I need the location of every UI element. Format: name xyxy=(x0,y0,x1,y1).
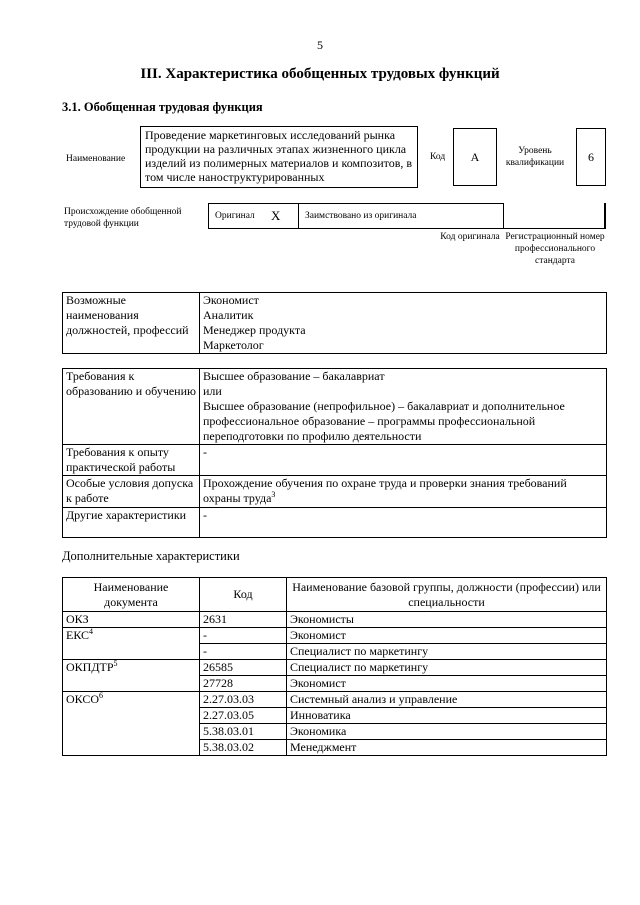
name-value: Проведение маркетинговых исследований рынка продукции на различных этапах жизненного цикла изделий из полимерных материалов и композитов, в том числе наноструктурированных xyxy=(140,126,418,188)
code-value: A xyxy=(453,128,497,186)
footnote-ref: 5 xyxy=(113,659,118,668)
name-cell: Инноватика xyxy=(287,708,607,724)
footnote-ref: 4 xyxy=(89,627,94,636)
req-education-value xyxy=(200,369,607,445)
req-line: или xyxy=(203,384,222,398)
req-other-label: Другие характеристики xyxy=(63,508,200,538)
name-cell: Специалист по маркетингу xyxy=(287,644,607,660)
req-admission-text: Прохождение обучения по охране труда и проверки знания требований охраны труда xyxy=(203,476,567,505)
code-cell: 2.27.03.03 xyxy=(200,692,287,708)
doc-cell xyxy=(63,660,200,692)
footnote-ref: 6 xyxy=(99,691,104,700)
doc-name: ОКПДТР xyxy=(66,660,114,674)
borrowed-label: Заимствовано из оригинала xyxy=(305,211,417,221)
req-education-label: Требования к образованию и обучению xyxy=(63,369,200,445)
position-item: Менеджер продукта xyxy=(203,323,306,337)
header-code: Код xyxy=(200,578,287,612)
req-admission-label: Особые условия допуска к работе xyxy=(63,476,200,508)
code-cell: 2631 xyxy=(200,612,287,628)
positions-table xyxy=(62,292,607,354)
name-cell: Системный анализ и управление xyxy=(287,692,607,708)
name-cell: Специалист по маркетингу xyxy=(287,660,607,676)
code-cell: 5.38.03.02 xyxy=(200,740,287,756)
requirements-table xyxy=(62,368,607,538)
original-mark: X xyxy=(271,208,281,223)
req-experience-value: - xyxy=(200,445,607,476)
reg-number-cell xyxy=(504,203,605,228)
doc-name: ОКЗ xyxy=(66,612,89,626)
reg-number-caption: Регистрационный номер профессионального стандарта xyxy=(505,232,605,266)
code-label: Код xyxy=(430,152,446,162)
positions-list xyxy=(200,293,607,354)
position-item: Экономист xyxy=(203,293,259,307)
original-cell xyxy=(209,203,299,228)
code-cell: - xyxy=(200,628,287,644)
name-label: Наименование xyxy=(66,154,126,164)
doc-name: ОКСО xyxy=(66,692,100,706)
req-experience-label: Требования к опыту практической работы xyxy=(63,445,200,476)
additional-title: Дополнительные характеристики xyxy=(62,549,240,563)
page-number: 5 xyxy=(317,38,323,52)
header-name: Наименование базовой группы, должности (профессии) или специальности xyxy=(287,578,607,612)
code-cell: 27728 xyxy=(200,676,287,692)
doc-name: ЕКС xyxy=(66,628,90,642)
name-cell: Экономист xyxy=(287,676,607,692)
subsection-title: 3.1. Обобщенная трудовая функция xyxy=(62,100,263,114)
req-admission-value xyxy=(200,476,607,508)
name-cell: Экономист xyxy=(287,628,607,644)
req-line: Высшее образование (непрофильное) – бакалавриат и дополнительное профессиональное образование – программы профессиональной переподготовки по профилю деятельности xyxy=(203,399,565,443)
original-label: Оригинал xyxy=(215,211,255,221)
origin-label: Происхождение обобщенной трудовой функции xyxy=(64,207,182,229)
name-cell: Экономика xyxy=(287,724,607,740)
code-cell: 5.38.03.01 xyxy=(200,724,287,740)
level-value: 6 xyxy=(576,128,606,186)
level-label: Уровень квалификации xyxy=(505,146,565,168)
header-doc: Наименование документа xyxy=(63,578,200,612)
code-cell: 2.27.03.05 xyxy=(200,708,287,724)
req-line: Высшее образование – бакалавриат xyxy=(203,369,385,383)
name-cell: Менеджмент xyxy=(287,740,607,756)
position-item: Аналитик xyxy=(203,308,254,322)
positions-label: Возможные наименования должностей, профессий xyxy=(63,293,200,354)
position-item: Маркетолог xyxy=(203,338,264,352)
code-cell: - xyxy=(200,644,287,660)
section-title: III. Характеристика обобщенных трудовых функций xyxy=(140,66,500,82)
doc-cell xyxy=(63,612,200,628)
additional-table xyxy=(62,577,607,756)
name-cell: Экономисты xyxy=(287,612,607,628)
req-other-value: - xyxy=(200,508,607,538)
borrowed-cell xyxy=(299,203,504,228)
code-cell: 26585 xyxy=(200,660,287,676)
doc-cell xyxy=(63,692,200,756)
origin-box xyxy=(208,203,606,229)
doc-cell xyxy=(63,628,200,660)
code-original-caption: Код оригинала xyxy=(440,232,500,242)
footnote-ref: 3 xyxy=(271,490,276,499)
